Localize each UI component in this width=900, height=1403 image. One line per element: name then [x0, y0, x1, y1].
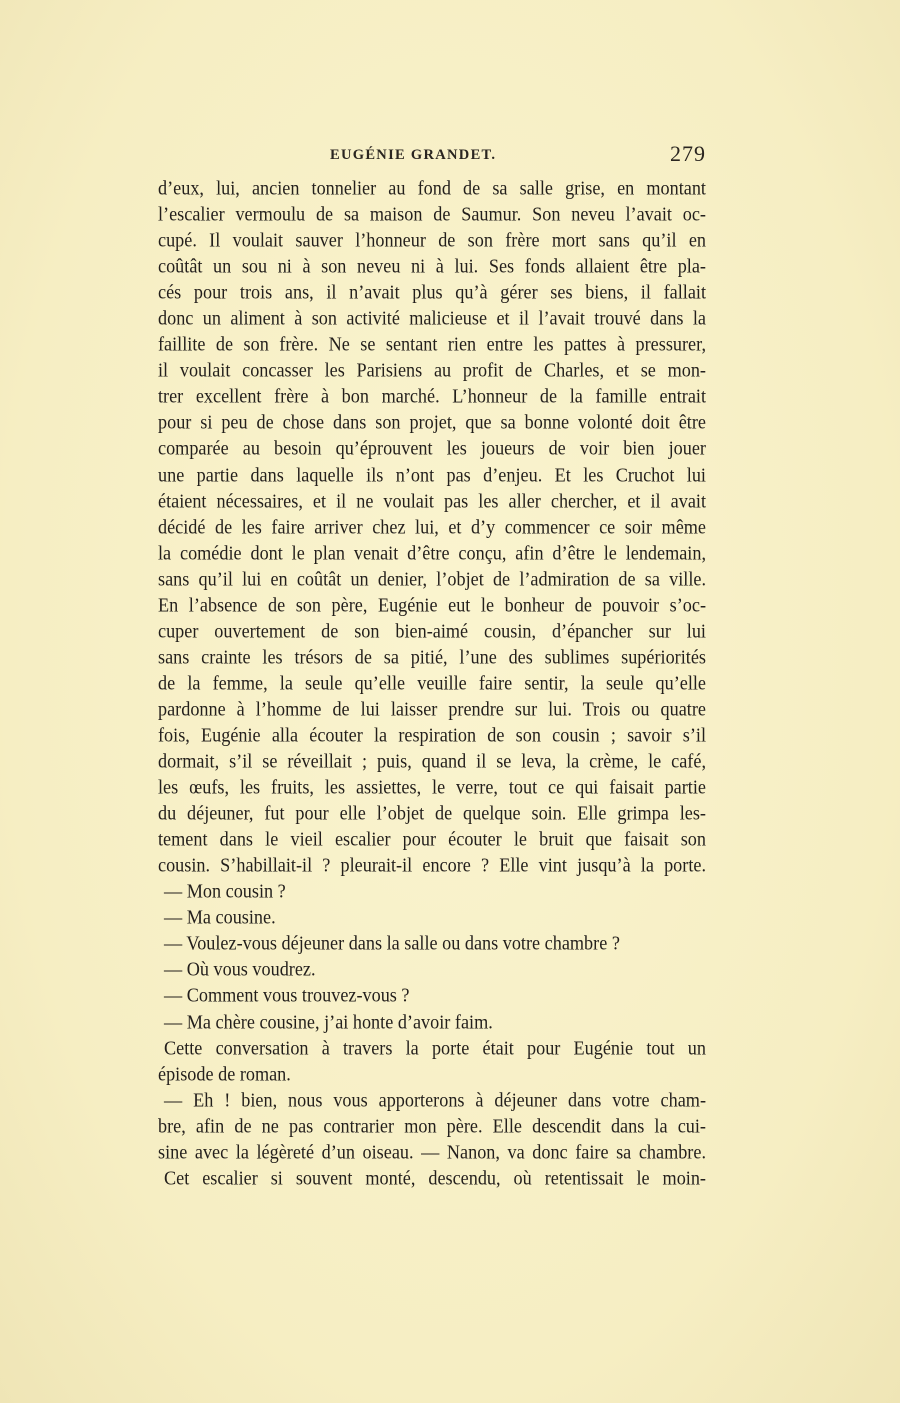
- text-line: de la femme, la seule qu’elle veuille faire sentir, la seule qu’elle: [158, 672, 706, 694]
- text-line: cupé. Il voulait sauver l’honneur de son frère mort sans qu’il en: [158, 229, 706, 251]
- text-line: En l’absence de son père, Eugénie eut le bonheur de pouvoir s’oc-: [158, 593, 706, 616]
- text-line: cuper ouvertement de son bien-aimé cousin, d’épancher sur lui: [158, 619, 706, 642]
- text-line: — Où vous voudrez.: [164, 958, 316, 981]
- text-line: bre, afin de ne pas contrarier mon père. Elle descendit dans la cui-: [158, 1114, 706, 1137]
- text-line: comparée au besoin qu’éprouvent les joueurs de voir bien jouer: [158, 437, 706, 460]
- text-line: fois, Eugénie alla écouter la respiration de son cousin ; savoir s’il: [158, 724, 706, 746]
- text-line: la comédie dont le plan venait d’être conçu, afin d’être le lendemain,: [158, 541, 706, 564]
- text-line: — Comment vous trouvez-vous ?: [164, 984, 410, 1007]
- text-line: une partie dans laquelle ils n’ont pas d’enjeu. Et les Cruchot lui: [158, 463, 706, 486]
- running-head: [158, 143, 706, 169]
- text-line: faillite de son frère. Ne se sentant rien entre les pattes à pressurer,: [158, 333, 706, 356]
- text-line: cousin. S’habillait-il ? pleurait-il encore ? Elle vint jusqu’à la porte.: [158, 854, 706, 877]
- text-line: sans qu’il lui en coûtât un denier, l’objet de l’admiration de sa ville.: [158, 567, 706, 590]
- text-line: tement dans le vieil escalier pour écouter le bruit que faisait son: [158, 828, 706, 850]
- text-line: sine avec la légèreté d’un oiseau. — Nanon, va donc faire sa chambre.: [158, 1140, 706, 1163]
- text-line: épisode de roman.: [158, 1062, 291, 1085]
- text-line: trer excellent frère à bon marché. L’honneur de la famille entrait: [158, 385, 706, 408]
- text-line: décidé de les faire arriver chez lui, et d’y commencer ce soir même: [158, 515, 706, 538]
- page-number: 279: [670, 141, 706, 166]
- running-title: EUGÉNIE GRANDET.: [330, 147, 497, 163]
- text-line: — Voulez-vous déjeuner dans la salle ou dans votre chambre ?: [164, 932, 620, 955]
- text-line: il voulait concasser les Parisiens au profit de Charles, et se mon-: [158, 359, 706, 382]
- text-line: les œufs, les fruits, les assiettes, le verre, tout ce qui faisait partie: [158, 776, 706, 798]
- text-line: dormait, s’il se réveillait ; puis, quand il se leva, la crème, le café,: [158, 750, 706, 772]
- text-line: sans crainte les trésors de sa pitié, l’une des sublimes supériorités: [158, 646, 706, 668]
- text-line: du déjeuner, fut pour elle l’objet de quelque soin. Elle grimpa les-: [158, 802, 706, 824]
- text-line: étaient nécessaires, et il ne voulait pas les aller chercher, et il avait: [158, 489, 706, 512]
- body-text: [158, 175, 706, 1191]
- text-line: pour si peu de chose dans son projet, que sa bonne volonté doit être: [158, 411, 706, 434]
- text-line: donc un aliment à son activité malicieuse et il l’avait trouvé dans la: [158, 307, 706, 330]
- text-line: pardonne à l’homme de lui laisser prendre sur lui. Trois ou quatre: [158, 698, 706, 720]
- text-line: — Eh ! bien, nous vous apporterons à déjeuner dans votre cham-: [164, 1088, 706, 1111]
- text-line: coûtât un sou ni à son neveu ni à lui. Ses fonds allaient être pla-: [158, 255, 706, 277]
- text-line: l’escalier vermoulu de sa maison de Saumur. Son neveu l’avait oc-: [158, 203, 706, 225]
- text-line: — Mon cousin ?: [164, 880, 286, 903]
- text-line: Cet escalier si souvent monté, descendu, où retentissait le moin-: [164, 1166, 706, 1189]
- text-line: cés pour trois ans, il n’avait plus qu’à gérer ses biens, il fallait: [158, 281, 706, 303]
- text-line: d’eux, lui, ancien tonnelier au fond de sa salle grise, en montant: [158, 177, 706, 199]
- text-line: — Ma chère cousine, j’ai honte d’avoir faim.: [164, 1010, 493, 1033]
- text-line: — Ma cousine.: [164, 906, 276, 929]
- text-line: Cette conversation à travers la porte était pour Eugénie tout un: [164, 1036, 706, 1059]
